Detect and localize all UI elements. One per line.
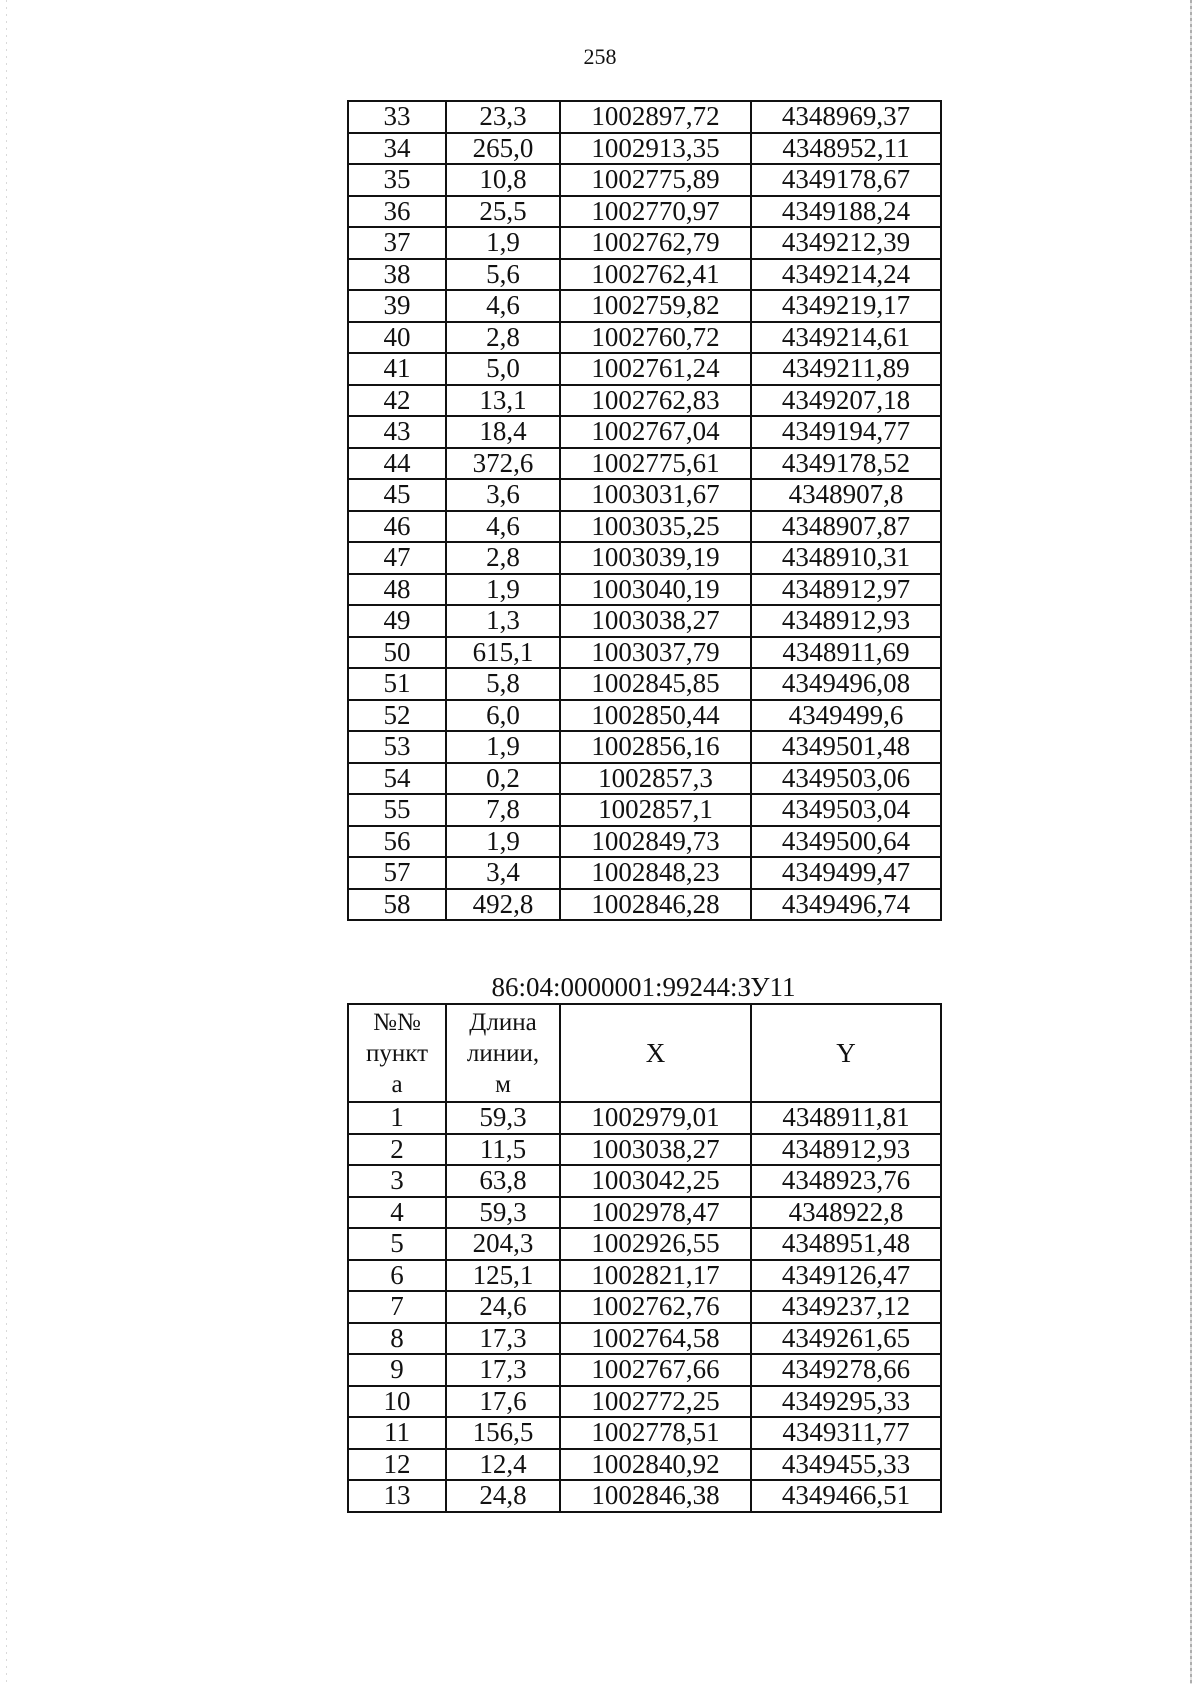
line-length-cell: 265,0 [446,133,560,165]
table-row [348,794,941,826]
header-line-length-line: м [495,1070,511,1098]
x-coordinate-cell: 1002848,23 [560,857,751,889]
y-coordinate-cell: 4349214,24 [751,259,941,291]
y-coordinate-cell: 4349499,47 [751,857,941,889]
line-length-cell: 1,9 [446,227,560,259]
point-number-cell: 13 [348,1480,446,1512]
table-row [348,700,941,732]
line-length-cell: 1,9 [446,731,560,763]
table-row [348,1480,941,1512]
y-coordinate-cell: 4348951,48 [751,1228,941,1260]
y-coordinate-cell: 4349499,6 [751,700,941,732]
x-coordinate-cell: 1002761,24 [560,353,751,385]
coordinates-table-zu11 [347,1003,942,1513]
x-coordinate-cell: 1003031,67 [560,479,751,511]
header-line-length [446,1004,560,1102]
table-row [348,290,941,322]
table-row [348,731,941,763]
point-number-cell: 48 [348,574,446,606]
line-length-cell: 5,6 [446,259,560,291]
x-coordinate-cell: 1002979,01 [560,1102,751,1134]
coordinates-table-continued [347,100,942,921]
point-number-cell: 51 [348,668,446,700]
point-number-cell: 39 [348,290,446,322]
table-row [348,889,941,921]
line-length-cell: 3,6 [446,479,560,511]
y-coordinate-cell: 4349261,65 [751,1323,941,1355]
y-coordinate-cell: 4348907,87 [751,511,941,543]
x-coordinate-cell: 1003042,25 [560,1165,751,1197]
line-length-cell: 10,8 [446,164,560,196]
header-point-number-line: пункт [366,1039,428,1067]
point-number-cell: 52 [348,700,446,732]
x-coordinate-cell: 1003037,79 [560,637,751,669]
point-number-cell: 40 [348,322,446,354]
point-number-cell: 36 [348,196,446,228]
line-length-cell: 4,6 [446,511,560,543]
point-number-cell: 10 [348,1386,446,1418]
line-length-cell: 1,9 [446,826,560,858]
x-coordinate-cell: 1002850,44 [560,700,751,732]
x-coordinate-cell: 1002762,76 [560,1291,751,1323]
line-length-cell: 11,5 [446,1134,560,1166]
table-header [348,1004,941,1102]
x-coordinate-cell: 1002762,41 [560,259,751,291]
table-row [348,1228,941,1260]
y-coordinate-cell: 4349278,66 [751,1354,941,1386]
point-number-cell: 4 [348,1197,446,1229]
coordinates-table-body [348,1102,941,1512]
table-row [348,826,941,858]
line-length-cell: 492,8 [446,889,560,921]
line-length-cell: 59,3 [446,1197,560,1229]
point-number-cell: 33 [348,101,446,133]
table-row [348,1449,941,1481]
point-number-cell: 38 [348,259,446,291]
point-number-cell: 3 [348,1165,446,1197]
table-row [348,763,941,795]
point-number-cell: 56 [348,826,446,858]
x-coordinate-cell: 1002772,25 [560,1386,751,1418]
line-length-cell: 615,1 [446,637,560,669]
x-coordinate-cell: 1003038,27 [560,1134,751,1166]
point-number-cell: 57 [348,857,446,889]
header-row [348,1004,941,1102]
x-coordinate-cell: 1003039,19 [560,542,751,574]
line-length-cell: 204,3 [446,1228,560,1260]
table-row [348,1134,941,1166]
table-row [348,479,941,511]
table-row [348,1323,941,1355]
table-row [348,542,941,574]
x-coordinate-cell: 1002778,51 [560,1417,751,1449]
point-number-cell: 6 [348,1260,446,1292]
y-coordinate-cell: 4349500,64 [751,826,941,858]
y-coordinate-cell: 4349466,51 [751,1480,941,1512]
point-number-cell: 45 [348,479,446,511]
y-coordinate-cell: 4348969,37 [751,101,941,133]
land-plot-cadastral-number: 86:04:0000001:99244:ЗУ11 [491,972,796,1002]
point-number-cell: 47 [348,542,446,574]
header-point-number-line: а [391,1070,403,1098]
line-length-cell: 125,1 [446,1260,560,1292]
table-row [348,1386,941,1418]
table-row [348,385,941,417]
y-coordinate-cell: 4349188,24 [751,196,941,228]
point-number-cell: 1 [348,1102,446,1134]
table-row [348,448,941,480]
x-coordinate-cell: 1002849,73 [560,826,751,858]
line-length-cell: 17,6 [446,1386,560,1418]
point-number-cell: 42 [348,385,446,417]
point-number-cell: 58 [348,889,446,921]
y-coordinate-cell: 4349237,12 [751,1291,941,1323]
y-coordinate-cell: 4348912,97 [751,574,941,606]
point-number-cell: 55 [348,794,446,826]
table-row [348,1102,941,1134]
line-length-cell: 0,2 [446,763,560,795]
point-number-cell: 50 [348,637,446,669]
line-length-cell: 24,6 [446,1291,560,1323]
header-point-number [348,1004,446,1102]
table-row [348,322,941,354]
line-length-cell: 156,5 [446,1417,560,1449]
table-row [348,668,941,700]
x-coordinate-cell: 1002764,58 [560,1323,751,1355]
header-line-length-line: линии, [466,1039,540,1067]
y-coordinate-cell: 4349214,61 [751,322,941,354]
line-length-cell: 6,0 [446,700,560,732]
point-number-cell: 35 [348,164,446,196]
point-number-cell: 44 [348,448,446,480]
line-length-cell: 5,0 [446,353,560,385]
table-row [348,637,941,669]
x-coordinate-cell: 1002767,04 [560,416,751,448]
point-number-cell: 9 [348,1354,446,1386]
header-line-length-line: Длина [469,1008,537,1036]
point-number-cell: 37 [348,227,446,259]
point-number-cell: 2 [348,1134,446,1166]
x-coordinate-cell: 1002845,85 [560,668,751,700]
x-coordinate-cell: 1002857,3 [560,763,751,795]
line-length-cell: 1,3 [446,605,560,637]
point-number-cell: 7 [348,1291,446,1323]
point-number-cell: 49 [348,605,446,637]
header-x: X [560,1004,751,1102]
line-length-cell: 13,1 [446,385,560,417]
point-number-cell: 46 [348,511,446,543]
line-length-cell: 59,3 [446,1102,560,1134]
table-row [348,1291,941,1323]
table-row [348,133,941,165]
x-coordinate-cell: 1002840,92 [560,1449,751,1481]
line-length-cell: 4,6 [446,290,560,322]
x-coordinate-cell: 1002821,17 [560,1260,751,1292]
scan-edge-left [6,0,7,1684]
line-length-cell: 2,8 [446,322,560,354]
table-row [348,259,941,291]
line-length-cell: 7,8 [446,794,560,826]
y-coordinate-cell: 4349219,17 [751,290,941,322]
y-coordinate-cell: 4349178,52 [751,448,941,480]
y-coordinate-cell: 4349496,08 [751,668,941,700]
y-coordinate-cell: 4349212,39 [751,227,941,259]
y-coordinate-cell: 4349501,48 [751,731,941,763]
x-coordinate-cell: 1002926,55 [560,1228,751,1260]
x-coordinate-cell: 1002897,72 [560,101,751,133]
line-length-cell: 24,8 [446,1480,560,1512]
line-length-cell: 12,4 [446,1449,560,1481]
y-coordinate-cell: 4348910,31 [751,542,941,574]
x-coordinate-cell: 1002767,66 [560,1354,751,1386]
y-coordinate-cell: 4348952,11 [751,133,941,165]
table-row [348,605,941,637]
line-length-cell: 18,4 [446,416,560,448]
y-coordinate-cell: 4348922,8 [751,1197,941,1229]
x-coordinate-cell: 1002775,89 [560,164,751,196]
point-number-cell: 8 [348,1323,446,1355]
line-length-cell: 17,3 [446,1354,560,1386]
table-row [348,1354,941,1386]
line-length-cell: 3,4 [446,857,560,889]
x-coordinate-cell: 1002762,79 [560,227,751,259]
point-number-cell: 12 [348,1449,446,1481]
y-coordinate-cell: 4349496,74 [751,889,941,921]
header-point-number-line: №№ [373,1008,421,1036]
x-coordinate-cell: 1003035,25 [560,511,751,543]
line-length-cell: 372,6 [446,448,560,480]
y-coordinate-cell: 4349211,89 [751,353,941,385]
point-number-cell: 53 [348,731,446,763]
table-row [348,1260,941,1292]
coordinates-table-body [348,101,941,920]
line-length-cell: 1,9 [446,574,560,606]
point-number-cell: 11 [348,1417,446,1449]
header-y: Y [751,1004,941,1102]
point-number-cell: 5 [348,1228,446,1260]
table-row [348,196,941,228]
y-coordinate-cell: 4348912,93 [751,605,941,637]
y-coordinate-cell: 4349503,04 [751,794,941,826]
y-coordinate-cell: 4348911,69 [751,637,941,669]
line-length-cell: 63,8 [446,1165,560,1197]
x-coordinate-cell: 1002762,83 [560,385,751,417]
y-coordinate-cell: 4349503,06 [751,763,941,795]
line-length-cell: 5,8 [446,668,560,700]
x-coordinate-cell: 1002913,35 [560,133,751,165]
table-row [348,416,941,448]
x-coordinate-cell: 1002846,28 [560,889,751,921]
table-row [348,1197,941,1229]
y-coordinate-cell: 4348923,76 [751,1165,941,1197]
x-coordinate-cell: 1002760,72 [560,322,751,354]
y-coordinate-cell: 4349295,33 [751,1386,941,1418]
line-length-cell: 25,5 [446,196,560,228]
x-coordinate-cell: 1003038,27 [560,605,751,637]
y-coordinate-cell: 4349207,18 [751,385,941,417]
x-coordinate-cell: 1002846,38 [560,1480,751,1512]
x-coordinate-cell: 1002978,47 [560,1197,751,1229]
point-number-cell: 43 [348,416,446,448]
table-row [348,164,941,196]
x-coordinate-cell: 1002856,16 [560,731,751,763]
page-number: 258 [583,44,617,69]
x-coordinate-cell: 1002759,82 [560,290,751,322]
point-number-cell: 41 [348,353,446,385]
y-coordinate-cell: 4349126,47 [751,1260,941,1292]
table-row [348,1417,941,1449]
y-coordinate-cell: 4349194,77 [751,416,941,448]
table-row [348,1165,941,1197]
table-row [348,511,941,543]
x-coordinate-cell: 1002770,97 [560,196,751,228]
line-length-cell: 23,3 [446,101,560,133]
y-coordinate-cell: 4349455,33 [751,1449,941,1481]
y-coordinate-cell: 4348907,8 [751,479,941,511]
y-coordinate-cell: 4349178,67 [751,164,941,196]
y-coordinate-cell: 4348912,93 [751,1134,941,1166]
point-number-cell: 34 [348,133,446,165]
y-coordinate-cell: 4349311,77 [751,1417,941,1449]
line-length-cell: 2,8 [446,542,560,574]
table-row [348,857,941,889]
line-length-cell: 17,3 [446,1323,560,1355]
table-row [348,574,941,606]
scan-edge-right [1190,0,1192,1684]
y-coordinate-cell: 4348911,81 [751,1102,941,1134]
table-row [348,353,941,385]
x-coordinate-cell: 1002775,61 [560,448,751,480]
table-row [348,227,941,259]
table-row [348,101,941,133]
x-coordinate-cell: 1003040,19 [560,574,751,606]
x-coordinate-cell: 1002857,1 [560,794,751,826]
point-number-cell: 54 [348,763,446,795]
